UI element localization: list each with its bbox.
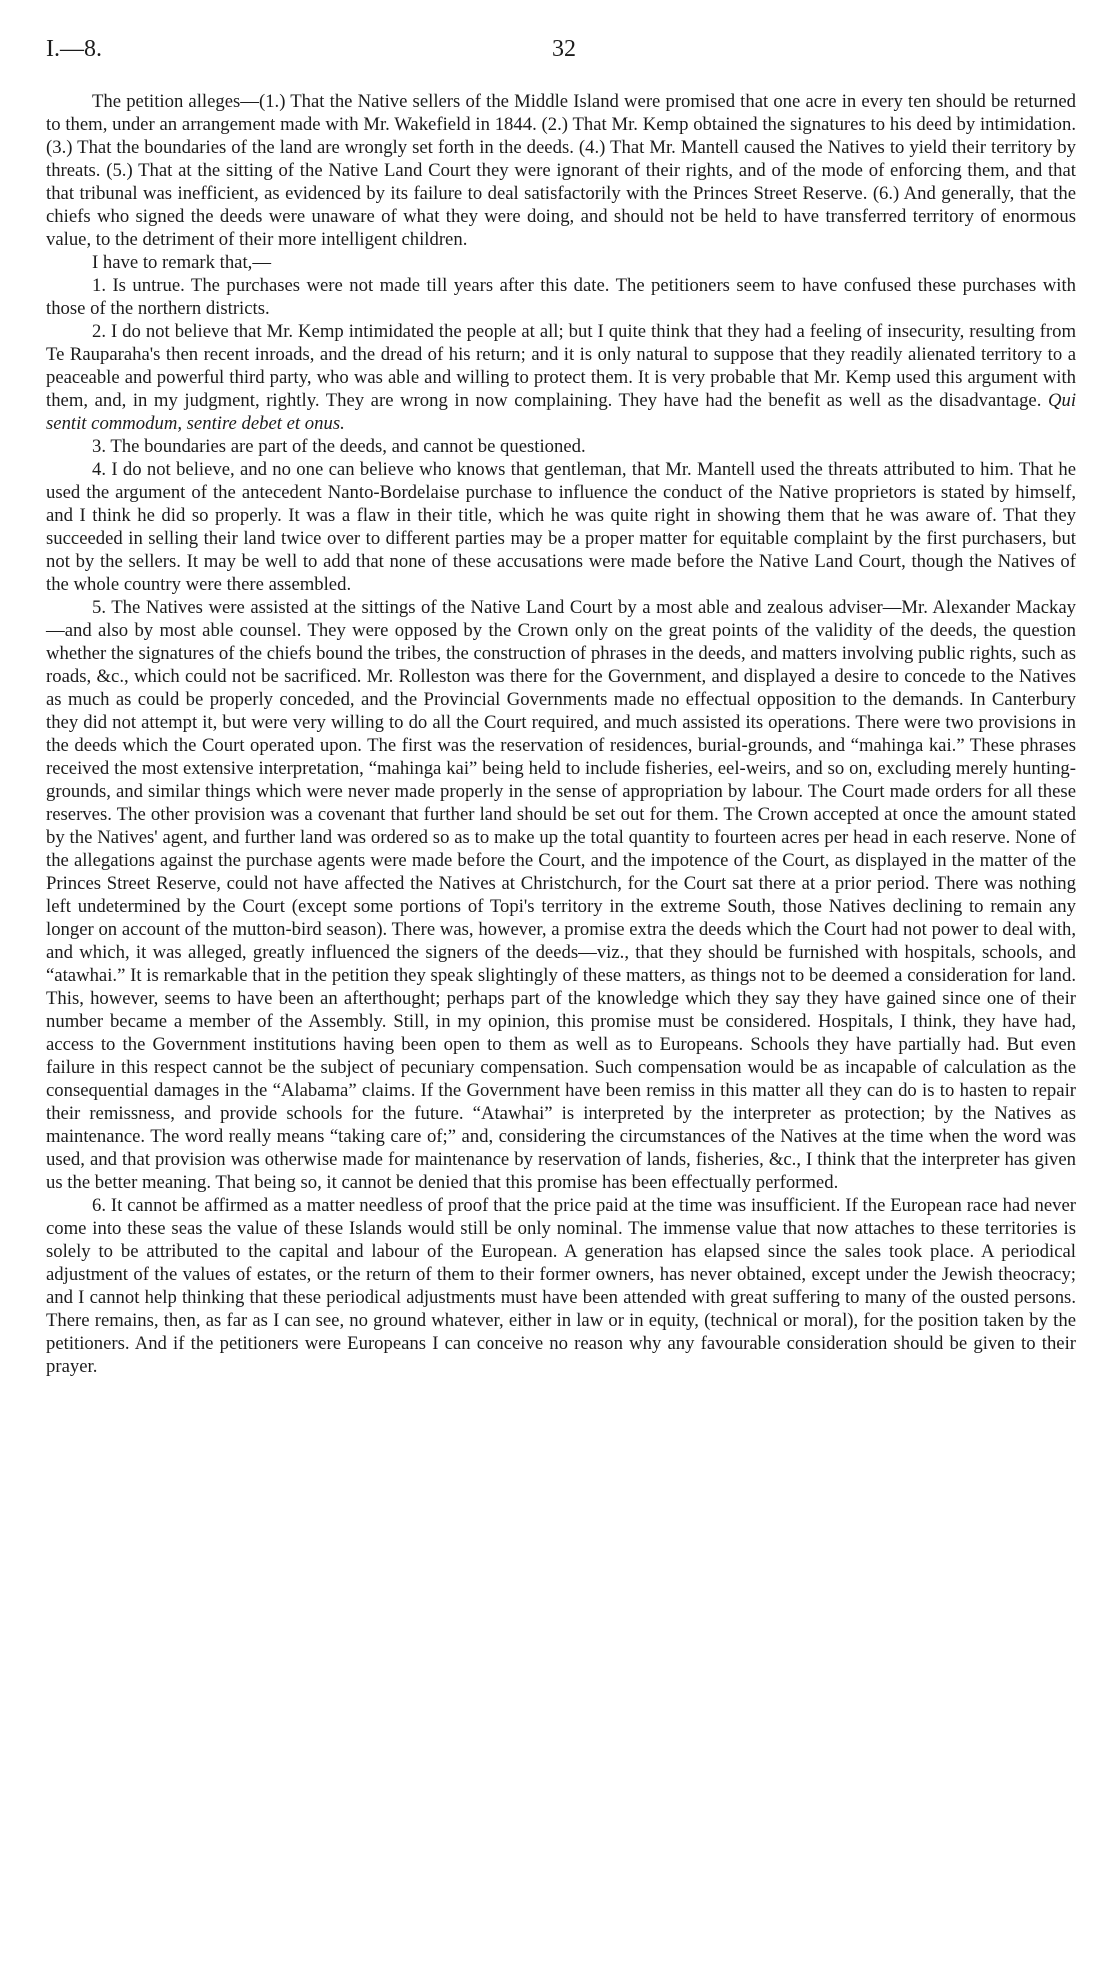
paragraph-point-4: 4. I do not believe, and no one can believe who knows that gentleman, that Mr. Mantell used the threats attributed to him. That he used the argument of the antecedent Nanto-Bordelaise purchase to influence the conduct of the Native proprietors is stated by himself, and I think he did so properly. It was a flaw in their title, which he was quite right in showing them that he was aware of. That they succeeded in selling their land twice over to different parties may be a proper matter for equitable complaint by the first purchasers, but not by the sellers. It may be well to add that none of these accusations were made before the Native Land Court, though the Natives of the whole country were there assembled. — [46, 459, 1076, 595]
paragraph-point-1: 1. Is untrue. The purchases were not made till years after this date. The petitioners seem to have confused these purchases with those of the northern districts. — [46, 275, 1076, 319]
latin-maxim: Qui sentit commodum, sentire debet et onus. — [46, 390, 1077, 434]
paragraph-point-3: 3. The boundaries are part of the deeds, and cannot be questioned. — [92, 436, 586, 457]
paragraph-remark-intro: I have to remark that,— — [92, 252, 272, 273]
paragraph-point-5: 5. The Natives were assisted at the sittings of the Native Land Court by a most able and zealous adviser—Mr. Alexander Mackay—and also by most able counsel. They were opposed by the Crown only on the great points of the validity of the deeds, the question whether the signatures of the chiefs bound the tribes, the construction of phrases in the deeds, and matters involving public rights, such as roads, &c., which could not be sacrificed. Mr. Rolleston was there for the Government, and displayed a desire to concede to the Natives as much as could be properly conceded, and the Provincial Governments made no effectual opposition to the demands. In Canterbury they did not attempt it, but were very willing to do all the Court required, and much assisted its operations. There were two provisions in the deeds which the Court operated upon. The first was the reservation of residences, burial-grounds, and “mahinga kai.” These phrases received the most extensive interpretation, “mahinga kai” being held to include fisheries, eel-weirs, and so on, excluding merely hunting-grounds, and similar things which were never made properly in the sense of appropriation by labour. The Court made orders for all these reserves. The other provision was a covenant that further land should be set out for them. The Crown accepted at once the amount stated by the Natives' agent, and further land was ordered so as to make up the total quantity to fourteen acres per head in each reserve. None of the allegations against the purchase agents were made before the Court, and the impotence of the Court, as displayed in the matter of the Princes Street Reserve, could not have affected the Natives at Christchurch, for the Court sat there at a prior period. There was nothing left undetermined by the Court (except some portions of Topi's territory in the extreme South, those Natives declining to remain any longer on account of the mutton-bird season). There was, however, a promise extra the deeds which the Court had not power to deal with, and which, it was alleged, greatly influenced the signers of the deeds—viz., that they should be furnished with hospitals, schools, and “atawhai.” It is remarkable that in the petition they speak slightingly of these matters, as things not to be deemed a consideration for land. This, however, seems to have been an afterthought; perhaps part of the knowledge which they say they have gained since one of their number became a member of the Assembly. Still, in my opinion, this promise must be considered. Hospitals, I think, they have had, access to the Government institutions having been open to them as well as to Europeans. Schools they have partially had. But even failure in this respect cannot be the subject of pecuniary compensation. Such compensation would be as incapable of calculation as the consequential damages in the “Alabama” claims. If the Government have been remiss in this matter all they can do is to hasten to repair their remissness, and provide schools for the future. “Atawhai” is interpreted by the interpreter as protection; by the Natives as maintenance. The word really means “taking care of;” and, considering the circumstances of the Natives at the time when the word was used, and that provision was otherwise made for maintenance by reservation of lands, fisheries, &c., I think that the interpreter has given us the better meaning. That being so, it cannot be denied that this promise has been effectually performed. — [46, 597, 1076, 1193]
page-number: 32 — [552, 36, 576, 62]
paragraph-point-2 — [46, 320, 1076, 435]
paragraph-point-2-text: 2. I do not believe that Mr. Kemp intimidated the people at all; but I quite think that they had a feeling of insecurity, resulting from Te Rauparaha's then recent inroads, and the dread of his return; and it is only natural to suppose that they readily alienated territory to a peaceable and powerful third party, who was able and willing to protect them. It is very probable that Mr. Kemp used this argument with them, and, in my judgment, rightly. They are wrong in now complaining. They have had the benefit as well as the disadvantage. — [46, 321, 1076, 411]
paragraph-petition-allegations: The petition alleges—(1.) That the Native sellers of the Middle Island were promised that one acre in every ten should be returned to them, under an arrangement made with Mr. Wakefield in 1844. (2.) That Mr. Kemp obtained the signatures to his deed by intimidation. (3.) That the boundaries of the land are wrongly set forth in the deeds. (4.) That Mr. Mantell caused the Natives to yield their territory by threats. (5.) That at the sitting of the Native Land Court they were ignorant of their rights, and of the mode of enforcing them, and that that tribunal was inefficient, as evidenced by its failure to deal satisfactorily with the Princes Street Reserve. (6.) And generally, that the chiefs who signed the deeds were unaware of what they were doing, and should not be held to have transferred territory of enormous value, to the detriment of their more intelligent children. — [46, 91, 1076, 250]
document-body — [46, 90, 1076, 1378]
paragraph-point-6: 6. It cannot be affirmed as a matter needless of proof that the price paid at the time was insufficient. If the European race had never come into these seas the value of these Islands would still be only nominal. The immense value that now attaches to these territories is solely to be attributed to the capital and labour of the European. A generation has elapsed since the sales took place. A periodical adjustment of the values of estates, or the return of them to their former owners, has never obtained, except under the Jewish theocracy; and I cannot help thinking that these periodical adjustments must have been attended with great suffering to many of the ousted persons. There remains, then, as far as I can see, no ground whatever, either in law or in equity, (technical or moral), for the position taken by the petitioners. And if the petitioners were Europeans I can conceive no reason why any favourable consideration should be given to their prayer. — [46, 1195, 1076, 1377]
document-reference: I.—8. — [46, 36, 102, 62]
page-header — [46, 36, 1076, 68]
